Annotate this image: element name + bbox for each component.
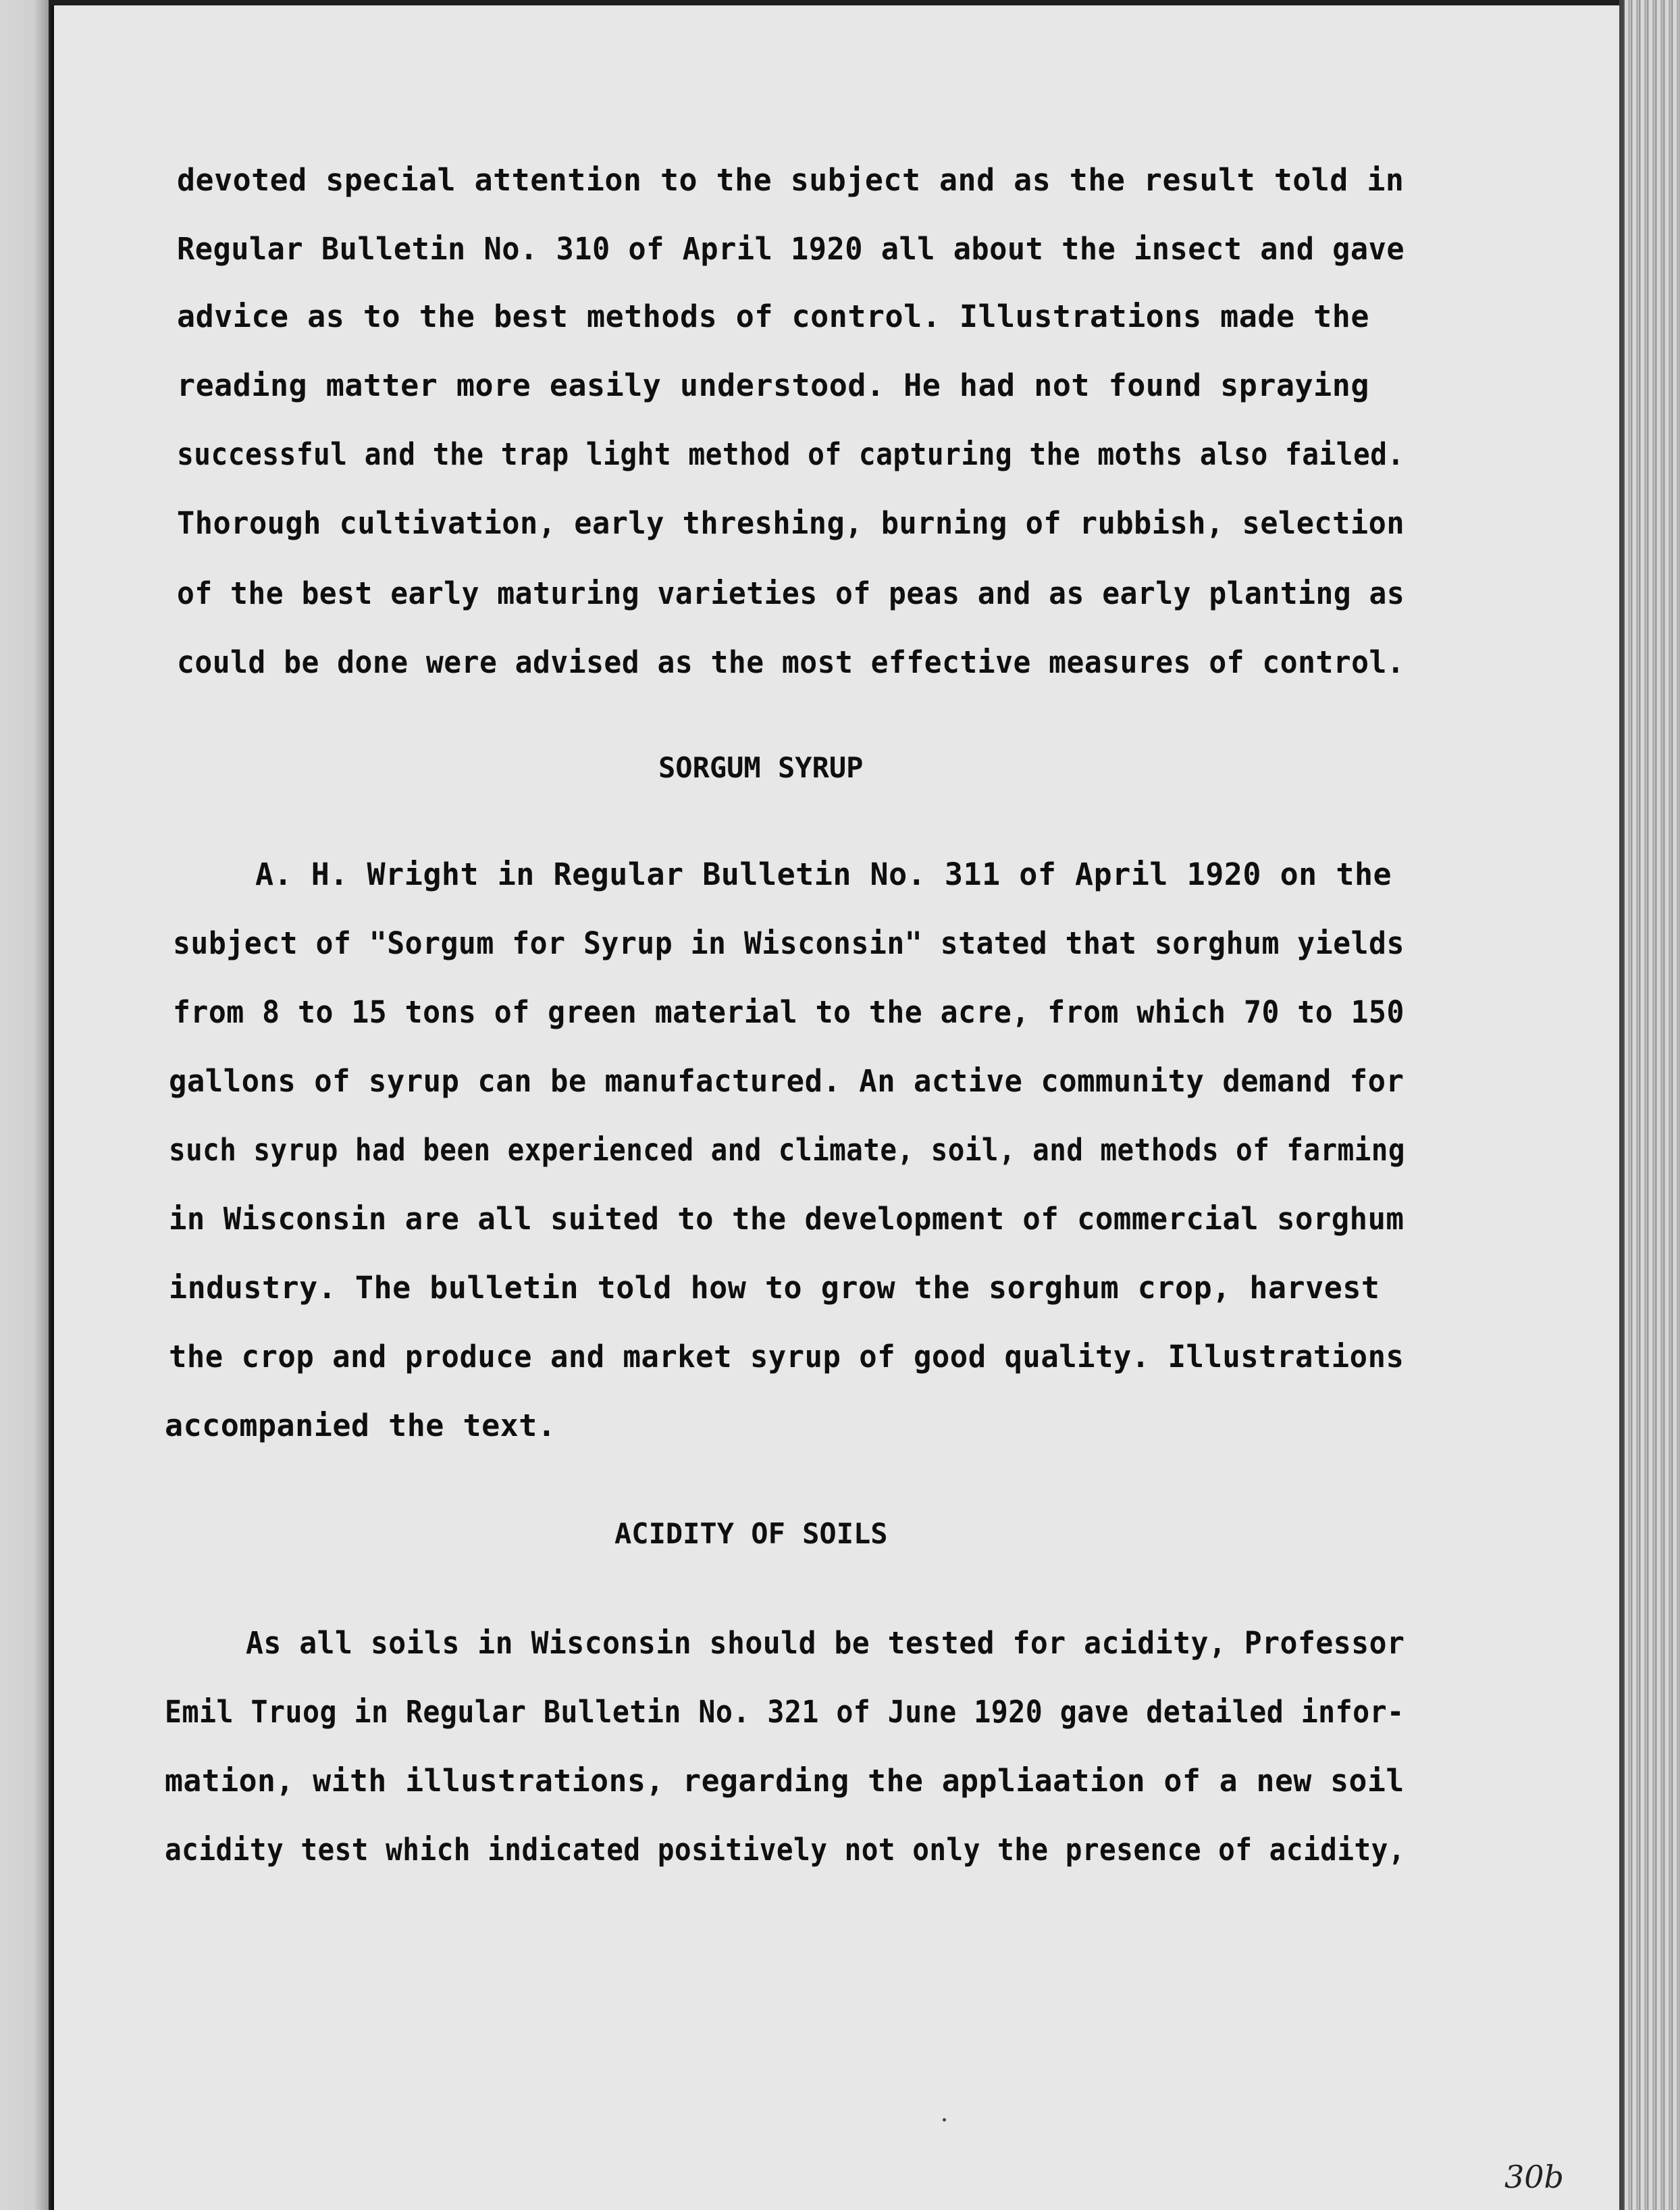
text-line: in Wisconsin are all suited to the development of commercial sorghum	[169, 1201, 1405, 1237]
text-line: gallons of syrup can be manufactured. An active community demand for	[169, 1063, 1405, 1099]
section-heading-acidity-of-soils: ACIDITY OF SOILS	[614, 1517, 888, 1550]
text-line: reading matter more easily understood. He had not found spraying	[177, 367, 1369, 403]
section-heading-sorgum-syrup: SORGUM SYRUP	[658, 751, 864, 784]
text-line: A. H. Wright in Regular Bulletin No. 311 of April 1920 on the	[255, 856, 1392, 892]
text-line: Thorough cultivation, early threshing, burning of rubbish, selection	[177, 505, 1405, 541]
text-line: As all soils in Wisconsin should be tested for acidity, Professor	[246, 1625, 1405, 1661]
text-line: Emil Truog in Regular Bulletin No. 321 of June 1920 gave detailed infor-	[165, 1694, 1405, 1730]
text-line: industry. The bulletin told how to grow the sorghum crop, harvest	[169, 1270, 1380, 1306]
text-line: successful and the trap light method of capturing the moths also failed.	[177, 436, 1405, 472]
scan-speck	[943, 2118, 946, 2122]
text-line: such syrup had been experienced and climate, soil, and methods of farming	[169, 1132, 1405, 1168]
text-line: advice as to the best methods of control. Illustrations made the	[177, 299, 1369, 334]
text-line: of the best early maturing varieties of peas and as early planting as	[177, 575, 1405, 611]
text-line: acidity test which indicated positively not only the presence of acidity,	[165, 1832, 1405, 1868]
text-line: from 8 to 15 tons of green material to the acre, from which 70 to 150	[173, 994, 1405, 1030]
text-line: the crop and produce and market syrup of good quality. Illustrations	[169, 1339, 1405, 1374]
text-line: accompanied the text.	[165, 1408, 556, 1443]
text-line: devoted special attention to the subject and as the result told in	[177, 162, 1405, 198]
text-line: could be done were advised as the most effective measures of control.	[177, 644, 1405, 680]
text-line: subject of "Sorgum for Syrup in Wisconsin" stated that sorghum yields	[173, 925, 1405, 961]
page-number: 30b	[1504, 2159, 1564, 2195]
text-line: mation, with illustrations, regarding the appliaation of a new soil	[165, 1763, 1405, 1799]
text-line: Regular Bulletin No. 310 of April 1920 all about the insect and gave	[177, 231, 1405, 267]
